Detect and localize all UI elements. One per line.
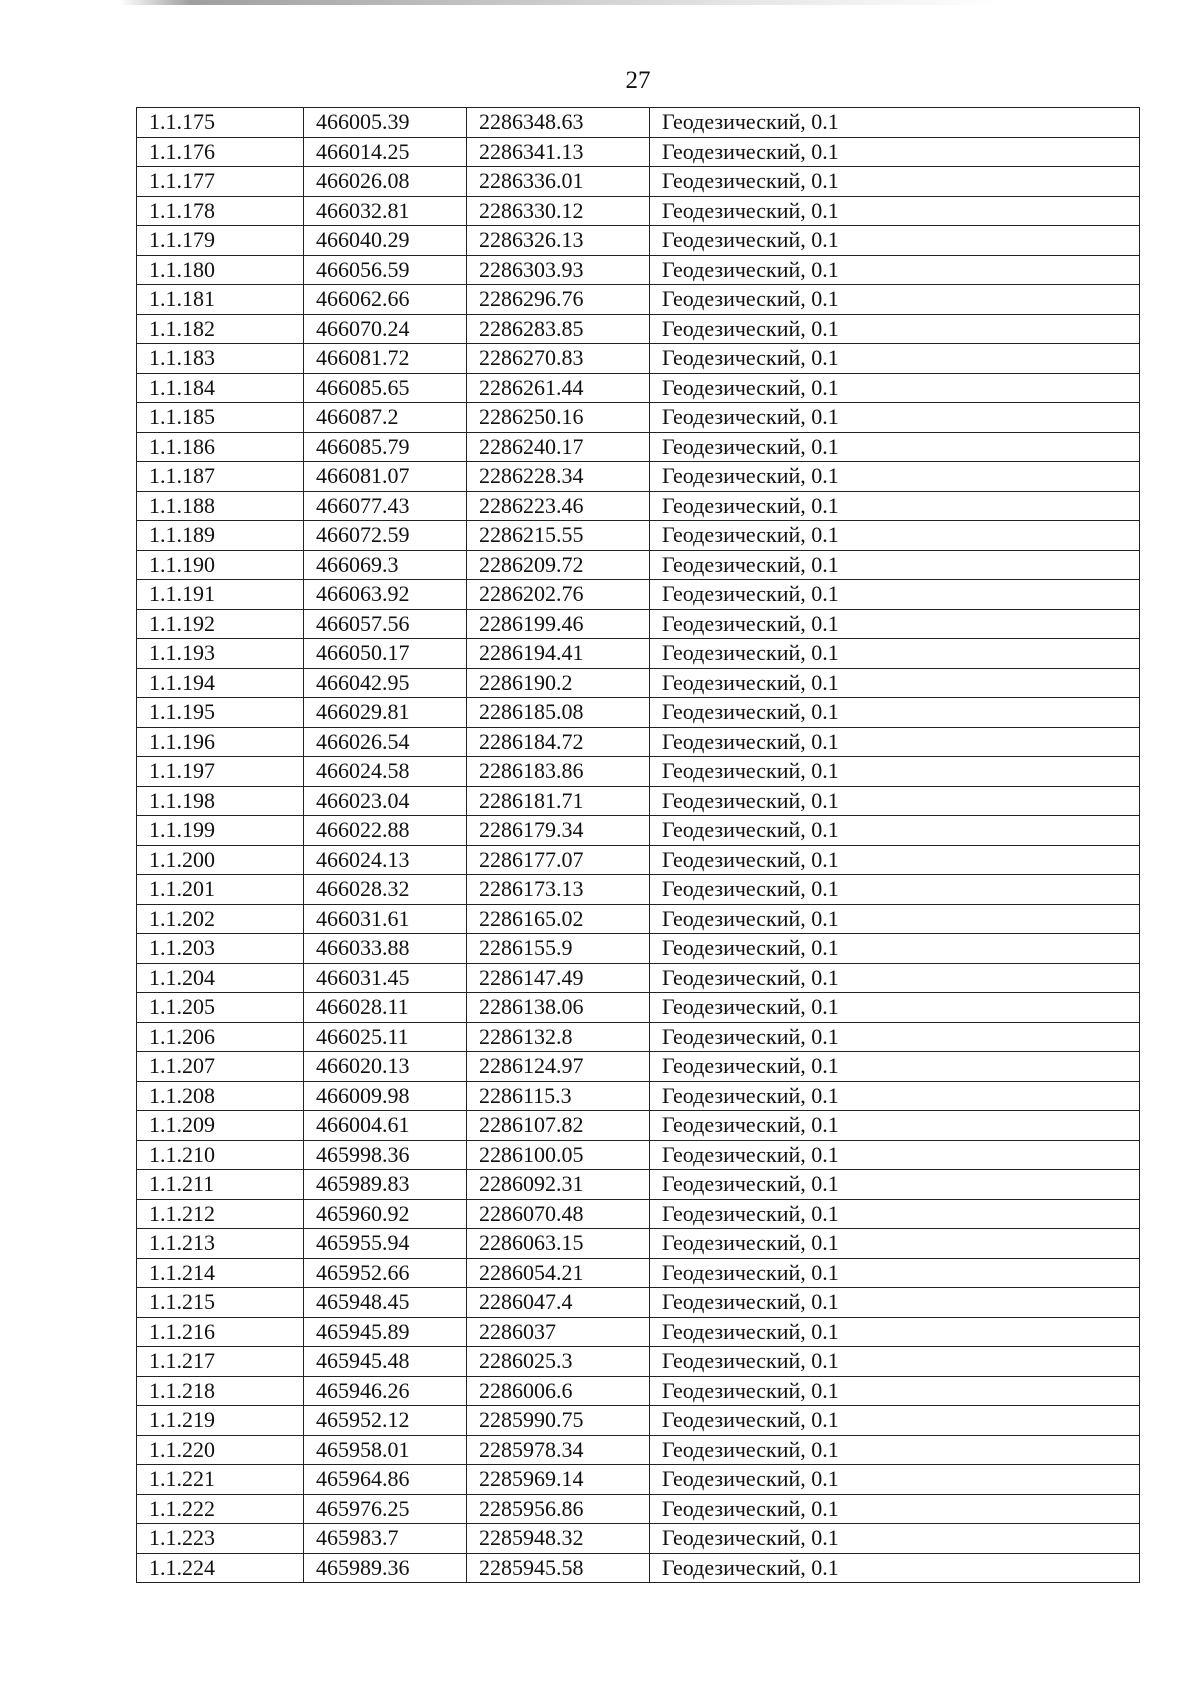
method-accuracy-cell: Геодезический, 0.1 (650, 1258, 1140, 1288)
y-coordinate-cell: 2286124.97 (467, 1052, 650, 1082)
y-coordinate-cell: 2286202.76 (467, 580, 650, 610)
x-coordinate-cell: 466040.29 (304, 226, 467, 256)
y-coordinate-cell: 2286190.2 (467, 668, 650, 698)
table-row (137, 432, 1140, 462)
y-coordinate-cell: 2286250.16 (467, 403, 650, 433)
x-coordinate-cell: 466032.81 (304, 196, 467, 226)
y-coordinate-cell: 2286330.12 (467, 196, 650, 226)
y-coordinate-cell: 2285948.32 (467, 1524, 650, 1554)
method-accuracy-cell: Геодезический, 0.1 (650, 167, 1140, 197)
x-coordinate-cell: 466004.61 (304, 1111, 467, 1141)
y-coordinate-cell: 2286183.86 (467, 757, 650, 787)
method-accuracy-cell: Геодезический, 0.1 (650, 1081, 1140, 1111)
x-coordinate-cell: 466031.61 (304, 904, 467, 934)
table-row (137, 580, 1140, 610)
coordinates-table-body (137, 108, 1140, 1583)
point-id-cell: 1.1.193 (137, 639, 304, 669)
x-coordinate-cell: 465998.36 (304, 1140, 467, 1170)
point-id-cell: 1.1.202 (137, 904, 304, 934)
method-accuracy-cell: Геодезический, 0.1 (650, 875, 1140, 905)
x-coordinate-cell: 466042.95 (304, 668, 467, 698)
point-id-cell: 1.1.191 (137, 580, 304, 610)
method-accuracy-cell: Геодезический, 0.1 (650, 285, 1140, 315)
y-coordinate-cell: 2286132.8 (467, 1022, 650, 1052)
table-row (137, 993, 1140, 1023)
x-coordinate-cell: 466025.11 (304, 1022, 467, 1052)
x-coordinate-cell: 466069.3 (304, 550, 467, 580)
method-accuracy-cell: Геодезический, 0.1 (650, 993, 1140, 1023)
method-accuracy-cell: Геодезический, 0.1 (650, 403, 1140, 433)
table-row (137, 1258, 1140, 1288)
method-accuracy-cell: Геодезический, 0.1 (650, 668, 1140, 698)
point-id-cell: 1.1.216 (137, 1317, 304, 1347)
table-row (137, 1111, 1140, 1141)
method-accuracy-cell: Геодезический, 0.1 (650, 462, 1140, 492)
method-accuracy-cell: Геодезический, 0.1 (650, 1317, 1140, 1347)
y-coordinate-cell: 2286296.76 (467, 285, 650, 315)
method-accuracy-cell: Геодезический, 0.1 (650, 521, 1140, 551)
y-coordinate-cell: 2286303.93 (467, 255, 650, 285)
method-accuracy-cell: Геодезический, 0.1 (650, 845, 1140, 875)
y-coordinate-cell: 2285969.14 (467, 1465, 650, 1495)
method-accuracy-cell: Геодезический, 0.1 (650, 757, 1140, 787)
y-coordinate-cell: 2286270.83 (467, 344, 650, 374)
point-id-cell: 1.1.188 (137, 491, 304, 521)
table-row (137, 816, 1140, 846)
method-accuracy-cell: Геодезический, 0.1 (650, 1524, 1140, 1554)
y-coordinate-cell: 2285956.86 (467, 1494, 650, 1524)
point-id-cell: 1.1.195 (137, 698, 304, 728)
table-row (137, 1199, 1140, 1229)
x-coordinate-cell: 466028.32 (304, 875, 467, 905)
point-id-cell: 1.1.224 (137, 1553, 304, 1583)
x-coordinate-cell: 465945.89 (304, 1317, 467, 1347)
point-id-cell: 1.1.210 (137, 1140, 304, 1170)
x-coordinate-cell: 466033.88 (304, 934, 467, 964)
x-coordinate-cell: 465946.26 (304, 1376, 467, 1406)
y-coordinate-cell: 2286179.34 (467, 816, 650, 846)
table-row (137, 344, 1140, 374)
table-row (137, 137, 1140, 167)
point-id-cell: 1.1.179 (137, 226, 304, 256)
y-coordinate-cell: 2286223.46 (467, 491, 650, 521)
page-number: 27 (625, 67, 651, 94)
method-accuracy-cell: Геодезический, 0.1 (650, 491, 1140, 521)
point-id-cell: 1.1.190 (137, 550, 304, 580)
y-coordinate-cell: 2286107.82 (467, 1111, 650, 1141)
y-coordinate-cell: 2286173.13 (467, 875, 650, 905)
table-row (137, 698, 1140, 728)
x-coordinate-cell: 466072.59 (304, 521, 467, 551)
point-id-cell: 1.1.218 (137, 1376, 304, 1406)
x-coordinate-cell: 466009.98 (304, 1081, 467, 1111)
method-accuracy-cell: Геодезический, 0.1 (650, 963, 1140, 993)
point-id-cell: 1.1.220 (137, 1435, 304, 1465)
method-accuracy-cell: Геодезический, 0.1 (650, 727, 1140, 757)
table-row (137, 875, 1140, 905)
x-coordinate-cell: 466026.54 (304, 727, 467, 757)
y-coordinate-cell: 2286240.17 (467, 432, 650, 462)
y-coordinate-cell: 2286063.15 (467, 1229, 650, 1259)
x-coordinate-cell: 465989.83 (304, 1170, 467, 1200)
y-coordinate-cell: 2285990.75 (467, 1406, 650, 1436)
table-row (137, 373, 1140, 403)
method-accuracy-cell: Геодезический, 0.1 (650, 550, 1140, 580)
table-row (137, 963, 1140, 993)
method-accuracy-cell: Геодезический, 0.1 (650, 1170, 1140, 1200)
x-coordinate-cell: 465945.48 (304, 1347, 467, 1377)
y-coordinate-cell: 2286155.9 (467, 934, 650, 964)
method-accuracy-cell: Геодезический, 0.1 (650, 1288, 1140, 1318)
method-accuracy-cell: Геодезический, 0.1 (650, 137, 1140, 167)
point-id-cell: 1.1.215 (137, 1288, 304, 1318)
method-accuracy-cell: Геодезический, 0.1 (650, 226, 1140, 256)
method-accuracy-cell: Геодезический, 0.1 (650, 373, 1140, 403)
method-accuracy-cell: Геодезический, 0.1 (650, 1465, 1140, 1495)
table-row (137, 226, 1140, 256)
x-coordinate-cell: 465964.86 (304, 1465, 467, 1495)
y-coordinate-cell: 2286177.07 (467, 845, 650, 875)
y-coordinate-cell: 2285945.58 (467, 1553, 650, 1583)
point-id-cell: 1.1.180 (137, 255, 304, 285)
table-row (137, 255, 1140, 285)
y-coordinate-cell: 2286115.3 (467, 1081, 650, 1111)
point-id-cell: 1.1.177 (137, 167, 304, 197)
point-id-cell: 1.1.219 (137, 1406, 304, 1436)
y-coordinate-cell: 2286070.48 (467, 1199, 650, 1229)
scan-edge-artifact (120, 0, 1000, 5)
table-row (137, 1081, 1140, 1111)
method-accuracy-cell: Геодезический, 0.1 (650, 196, 1140, 226)
point-id-cell: 1.1.200 (137, 845, 304, 875)
method-accuracy-cell: Геодезический, 0.1 (650, 1406, 1140, 1436)
table-row (137, 845, 1140, 875)
point-id-cell: 1.1.203 (137, 934, 304, 964)
table-row (137, 727, 1140, 757)
point-id-cell: 1.1.208 (137, 1081, 304, 1111)
point-id-cell: 1.1.201 (137, 875, 304, 905)
point-id-cell: 1.1.211 (137, 1170, 304, 1200)
table-row (137, 609, 1140, 639)
table-row (137, 1553, 1140, 1583)
method-accuracy-cell: Геодезический, 0.1 (650, 816, 1140, 846)
x-coordinate-cell: 465955.94 (304, 1229, 467, 1259)
table-row (137, 1052, 1140, 1082)
y-coordinate-cell: 2286199.46 (467, 609, 650, 639)
y-coordinate-cell: 2286138.06 (467, 993, 650, 1023)
table-row (137, 550, 1140, 580)
point-id-cell: 1.1.181 (137, 285, 304, 315)
y-coordinate-cell: 2286228.34 (467, 462, 650, 492)
point-id-cell: 1.1.214 (137, 1258, 304, 1288)
table-row (137, 639, 1140, 669)
x-coordinate-cell: 466028.11 (304, 993, 467, 1023)
point-id-cell: 1.1.185 (137, 403, 304, 433)
x-coordinate-cell: 466077.43 (304, 491, 467, 521)
point-id-cell: 1.1.184 (137, 373, 304, 403)
table-row (137, 668, 1140, 698)
method-accuracy-cell: Геодезический, 0.1 (650, 1376, 1140, 1406)
x-coordinate-cell: 465958.01 (304, 1435, 467, 1465)
point-id-cell: 1.1.205 (137, 993, 304, 1023)
y-coordinate-cell: 2286165.02 (467, 904, 650, 934)
table-row (137, 1170, 1140, 1200)
method-accuracy-cell: Геодезический, 0.1 (650, 1022, 1140, 1052)
y-coordinate-cell: 2286047.4 (467, 1288, 650, 1318)
point-id-cell: 1.1.209 (137, 1111, 304, 1141)
x-coordinate-cell: 465948.45 (304, 1288, 467, 1318)
x-coordinate-cell: 465983.7 (304, 1524, 467, 1554)
table-row (137, 314, 1140, 344)
x-coordinate-cell: 466024.58 (304, 757, 467, 787)
x-coordinate-cell: 466026.08 (304, 167, 467, 197)
table-row (137, 1524, 1140, 1554)
table-row (137, 1376, 1140, 1406)
x-coordinate-cell: 466020.13 (304, 1052, 467, 1082)
table-row (137, 521, 1140, 551)
table-row (137, 934, 1140, 964)
method-accuracy-cell: Геодезический, 0.1 (650, 580, 1140, 610)
y-coordinate-cell: 2286006.6 (467, 1376, 650, 1406)
x-coordinate-cell: 465952.66 (304, 1258, 467, 1288)
x-coordinate-cell: 466023.04 (304, 786, 467, 816)
point-id-cell: 1.1.198 (137, 786, 304, 816)
y-coordinate-cell: 2286209.72 (467, 550, 650, 580)
table-row (137, 786, 1140, 816)
point-id-cell: 1.1.196 (137, 727, 304, 757)
x-coordinate-cell: 466024.13 (304, 845, 467, 875)
x-coordinate-cell: 466087.2 (304, 403, 467, 433)
method-accuracy-cell: Геодезический, 0.1 (650, 314, 1140, 344)
x-coordinate-cell: 466022.88 (304, 816, 467, 846)
point-id-cell: 1.1.207 (137, 1052, 304, 1082)
x-coordinate-cell: 466031.45 (304, 963, 467, 993)
x-coordinate-cell: 466050.17 (304, 639, 467, 669)
y-coordinate-cell: 2286336.01 (467, 167, 650, 197)
table-row (137, 1494, 1140, 1524)
y-coordinate-cell: 2286341.13 (467, 137, 650, 167)
y-coordinate-cell: 2286025.3 (467, 1347, 650, 1377)
table-row (137, 1022, 1140, 1052)
point-id-cell: 1.1.199 (137, 816, 304, 846)
method-accuracy-cell: Геодезический, 0.1 (650, 1229, 1140, 1259)
method-accuracy-cell: Геодезический, 0.1 (650, 255, 1140, 285)
x-coordinate-cell: 466085.79 (304, 432, 467, 462)
table-row (137, 1140, 1140, 1170)
y-coordinate-cell: 2286261.44 (467, 373, 650, 403)
table-row (137, 285, 1140, 315)
y-coordinate-cell: 2286181.71 (467, 786, 650, 816)
method-accuracy-cell: Геодезический, 0.1 (650, 934, 1140, 964)
point-id-cell: 1.1.183 (137, 344, 304, 374)
y-coordinate-cell: 2286147.49 (467, 963, 650, 993)
method-accuracy-cell: Геодезический, 0.1 (650, 1140, 1140, 1170)
y-coordinate-cell: 2286194.41 (467, 639, 650, 669)
point-id-cell: 1.1.212 (137, 1199, 304, 1229)
method-accuracy-cell: Геодезический, 0.1 (650, 698, 1140, 728)
x-coordinate-cell: 466085.65 (304, 373, 467, 403)
y-coordinate-cell: 2286348.63 (467, 108, 650, 138)
method-accuracy-cell: Геодезический, 0.1 (650, 786, 1140, 816)
point-id-cell: 1.1.178 (137, 196, 304, 226)
table-row (137, 1406, 1140, 1436)
table-row (137, 904, 1140, 934)
x-coordinate-cell: 465952.12 (304, 1406, 467, 1436)
coordinates-table (136, 107, 1140, 1583)
point-id-cell: 1.1.197 (137, 757, 304, 787)
x-coordinate-cell: 466081.72 (304, 344, 467, 374)
method-accuracy-cell: Геодезический, 0.1 (650, 904, 1140, 934)
table-row (137, 1317, 1140, 1347)
table-row (137, 108, 1140, 138)
table-row (137, 1465, 1140, 1495)
y-coordinate-cell: 2285978.34 (467, 1435, 650, 1465)
method-accuracy-cell: Геодезический, 0.1 (650, 1111, 1140, 1141)
y-coordinate-cell: 2286100.05 (467, 1140, 650, 1170)
point-id-cell: 1.1.206 (137, 1022, 304, 1052)
y-coordinate-cell: 2286326.13 (467, 226, 650, 256)
table-row (137, 462, 1140, 492)
x-coordinate-cell: 466005.39 (304, 108, 467, 138)
x-coordinate-cell: 465976.25 (304, 1494, 467, 1524)
point-id-cell: 1.1.189 (137, 521, 304, 551)
method-accuracy-cell: Геодезический, 0.1 (650, 1052, 1140, 1082)
x-coordinate-cell: 466063.92 (304, 580, 467, 610)
x-coordinate-cell: 466056.59 (304, 255, 467, 285)
method-accuracy-cell: Геодезический, 0.1 (650, 1494, 1140, 1524)
table-row (137, 1229, 1140, 1259)
table-row (137, 1435, 1140, 1465)
y-coordinate-cell: 2286283.85 (467, 314, 650, 344)
table-row (137, 757, 1140, 787)
point-id-cell: 1.1.221 (137, 1465, 304, 1495)
method-accuracy-cell: Геодезический, 0.1 (650, 108, 1140, 138)
point-id-cell: 1.1.186 (137, 432, 304, 462)
y-coordinate-cell: 2286037 (467, 1317, 650, 1347)
x-coordinate-cell: 465960.92 (304, 1199, 467, 1229)
point-id-cell: 1.1.223 (137, 1524, 304, 1554)
table-row (137, 1288, 1140, 1318)
point-id-cell: 1.1.204 (137, 963, 304, 993)
y-coordinate-cell: 2286184.72 (467, 727, 650, 757)
y-coordinate-cell: 2286054.21 (467, 1258, 650, 1288)
y-coordinate-cell: 2286092.31 (467, 1170, 650, 1200)
method-accuracy-cell: Геодезический, 0.1 (650, 639, 1140, 669)
method-accuracy-cell: Геодезический, 0.1 (650, 1435, 1140, 1465)
x-coordinate-cell: 466070.24 (304, 314, 467, 344)
table-row (137, 167, 1140, 197)
table-row (137, 1347, 1140, 1377)
x-coordinate-cell: 466062.66 (304, 285, 467, 315)
point-id-cell: 1.1.175 (137, 108, 304, 138)
point-id-cell: 1.1.222 (137, 1494, 304, 1524)
x-coordinate-cell: 466014.25 (304, 137, 467, 167)
method-accuracy-cell: Геодезический, 0.1 (650, 1199, 1140, 1229)
point-id-cell: 1.1.182 (137, 314, 304, 344)
point-id-cell: 1.1.217 (137, 1347, 304, 1377)
x-coordinate-cell: 465989.36 (304, 1553, 467, 1583)
method-accuracy-cell: Геодезический, 0.1 (650, 344, 1140, 374)
method-accuracy-cell: Геодезический, 0.1 (650, 609, 1140, 639)
table-row (137, 491, 1140, 521)
method-accuracy-cell: Геодезический, 0.1 (650, 432, 1140, 462)
x-coordinate-cell: 466081.07 (304, 462, 467, 492)
table-row (137, 403, 1140, 433)
method-accuracy-cell: Геодезический, 0.1 (650, 1553, 1140, 1583)
point-id-cell: 1.1.194 (137, 668, 304, 698)
y-coordinate-cell: 2286185.08 (467, 698, 650, 728)
y-coordinate-cell: 2286215.55 (467, 521, 650, 551)
point-id-cell: 1.1.192 (137, 609, 304, 639)
point-id-cell: 1.1.213 (137, 1229, 304, 1259)
table-row (137, 196, 1140, 226)
x-coordinate-cell: 466029.81 (304, 698, 467, 728)
point-id-cell: 1.1.187 (137, 462, 304, 492)
x-coordinate-cell: 466057.56 (304, 609, 467, 639)
method-accuracy-cell: Геодезический, 0.1 (650, 1347, 1140, 1377)
point-id-cell: 1.1.176 (137, 137, 304, 167)
